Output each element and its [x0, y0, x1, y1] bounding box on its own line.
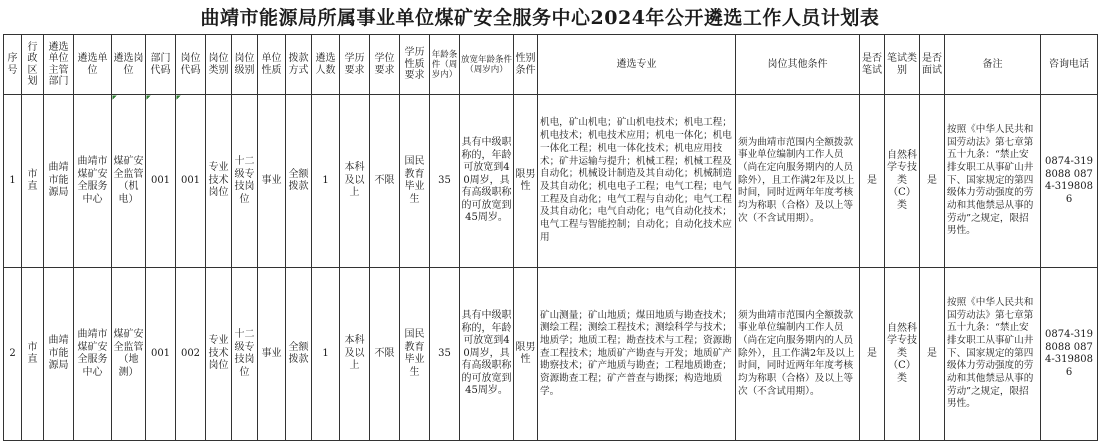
- edu-nature-cell: 国民教育毕业生: [400, 268, 430, 441]
- table-row: [4, 95, 1098, 268]
- post-code-cell: 002: [176, 268, 206, 441]
- phone-cell: 0874-3198088 0874-3198086: [1041, 268, 1098, 441]
- remark-cell: 按照《中华人民共和国劳动法》第七章第五十九条：“禁止安排女职工从事矿山井下、国家规定的第四级体力劳动强度的劳动和其他禁忌从事的劳动”之规定，限招男性。: [945, 268, 1041, 441]
- post-type-cell: 专业技术岗位: [206, 268, 232, 441]
- seq-cell: 1: [4, 95, 22, 268]
- header-cell: 是否面试: [920, 35, 945, 95]
- post-cell: 煤矿安全监管（地测）: [112, 268, 146, 441]
- interview-cell: 是: [920, 268, 945, 441]
- header-cell: 遴选专业: [538, 35, 736, 95]
- post-level-cell: 十二级专技岗位: [232, 268, 258, 441]
- majors-cell: 机电，矿山机电；矿山机电技术；机电工程；机电技术；机电技术应用；机电一体化；机电一体化工程；机电一体化技术；机电应用技术；矿井运输与提升；机械工程；机械工程及自动化；机械设计制造及其自动化；机械制造及其自动化；机电电子工程；电气工程；电气工程及自动化；电气工程与自动化；电气工程及其自动化；电气自动化；电气自动化技术；电气工程与智能控制；自动化；自动化技术应用: [538, 95, 736, 268]
- written-cell: 是: [860, 95, 885, 268]
- dept-cell: 曲靖市能源局: [44, 95, 74, 268]
- header-cell: 遴选单位主管部门: [44, 35, 74, 95]
- table-row: [4, 268, 1098, 441]
- header-cell: 岗位其他条件: [736, 35, 860, 95]
- header-cell: 是否笔试: [860, 35, 885, 95]
- count-cell: 1: [312, 95, 340, 268]
- header-cell: 咨询电话: [1041, 35, 1098, 95]
- unit-nature-cell: 事业: [258, 95, 286, 268]
- gender-cell: 限男性: [514, 268, 538, 441]
- post-cell: 煤矿安全监管（机电）: [112, 95, 146, 268]
- header-cell: 性别条件: [514, 35, 538, 95]
- unit-nature-cell: 事业: [258, 268, 286, 441]
- age-relaxed-cell: 具有中级职称的，年龄可放宽到40周岁，具有高级职称的可放宽到45周岁。: [460, 95, 514, 268]
- header-cell: 岗位类别: [206, 35, 232, 95]
- region-cell: 市直: [22, 95, 44, 268]
- table-header-row: [4, 35, 1098, 95]
- header-cell: 学历要求: [340, 35, 370, 95]
- age-relaxed-cell: 具有中级职称的，年龄可放宽到40周岁，具有高级职称的可放宽到45周岁。: [460, 268, 514, 441]
- region-cell: 市直: [22, 268, 44, 441]
- header-cell: 遴选单位: [74, 35, 112, 95]
- written-type-cell: 自然科学专技类（C）类: [885, 95, 920, 268]
- seq-cell: 2: [4, 268, 22, 441]
- header-cell: 部门代码: [146, 35, 176, 95]
- recruitment-plan-table: [3, 34, 1098, 441]
- age-cell: 35: [430, 268, 460, 441]
- header-cell: 遴选岗位: [112, 35, 146, 95]
- header-cell: 备注: [945, 35, 1041, 95]
- header-cell: 拨款方式: [286, 35, 312, 95]
- header-cell: 岗位代码: [176, 35, 206, 95]
- written-cell: 是: [860, 268, 885, 441]
- header-cell: 岗位级别: [232, 35, 258, 95]
- unit-cell: 曲靖市煤矿安全服务中心: [74, 268, 112, 441]
- phone-cell: 0874-3198088 0874-3198086: [1041, 95, 1098, 268]
- header-cell: 学位要求: [370, 35, 400, 95]
- funding-cell: 全额拨款: [286, 95, 312, 268]
- written-type-cell: 自然科学专技类（C）类: [885, 268, 920, 441]
- dept-code-cell: 001: [146, 268, 176, 441]
- page-title: 曲靖市能源局所属事业单位煤矿安全服务中心2024年公开遴选工作人员计划表: [200, 7, 880, 29]
- dept-cell: 曲靖市能源局: [44, 268, 74, 441]
- post-code-cell: 001: [176, 95, 206, 268]
- header-cell: 学历性质要求: [400, 35, 430, 95]
- majors-cell: 矿山测量；矿山地质；煤田地质与勘查技术；测绘工程；测绘工程技术；测绘科学与技术；地质学；地质工程；勘查技术与工程；资源勘查工程技术；地质矿产勘查与开发；地质矿产勘察技术；矿产地质与勘查；工程地质勘查；资源勘查工程；矿产普查与勘探；构造地质学。: [538, 268, 736, 441]
- degree-cell: 不限: [370, 95, 400, 268]
- edu-nature-cell: 国民教育毕业生: [400, 95, 430, 268]
- dept-code-cell: 001: [146, 95, 176, 268]
- header-cell: 年龄条件（周岁内）: [430, 35, 460, 95]
- unit-cell: 曲靖市煤矿安全服务中心: [74, 95, 112, 268]
- funding-cell: 全额拨款: [286, 268, 312, 441]
- count-cell: 1: [312, 268, 340, 441]
- other-conditions-cell: 须为曲靖市范围内全额拨款事业单位编制内工作人员（尚在定向服务期内的人员除外），且工作满2年及以上时间，同时近两年年度考核均为称职（合格）及以上等次（不含试用期）。: [736, 268, 860, 441]
- header-cell: 笔试类别: [885, 35, 920, 95]
- header-cell: 放宽年龄条件（周岁内）: [460, 35, 514, 95]
- header-cell: 遴选人数: [312, 35, 340, 95]
- other-conditions-cell: 须为曲靖市范围内全额拨款事业单位编制内工作人员（尚在定向服务期内的人员除外），且工作满2年及以上时间，同时近两年年度考核均为称职（合格）及以上等次（不含试用期）。: [736, 95, 860, 268]
- interview-cell: 是: [920, 95, 945, 268]
- post-level-cell: 十二级专技岗位: [232, 95, 258, 268]
- edu-cell: 本科及以上: [340, 95, 370, 268]
- gender-cell: 限男性: [514, 95, 538, 268]
- header-cell: 序号: [4, 35, 22, 95]
- remark-cell: 按照《中华人民共和国劳动法》第七章第五十九条：“禁止安排女职工从事矿山井下、国家规定的第四级体力劳动强度的劳动和其他禁忌从事的劳动”之规定，限招男性。: [945, 95, 1041, 268]
- post-type-cell: 专业技术岗位: [206, 95, 232, 268]
- header-cell: 单位性质: [258, 35, 286, 95]
- age-cell: 35: [430, 95, 460, 268]
- header-cell: 行政区划: [22, 35, 44, 95]
- edu-cell: 本科及以上: [340, 268, 370, 441]
- degree-cell: 不限: [370, 268, 400, 441]
